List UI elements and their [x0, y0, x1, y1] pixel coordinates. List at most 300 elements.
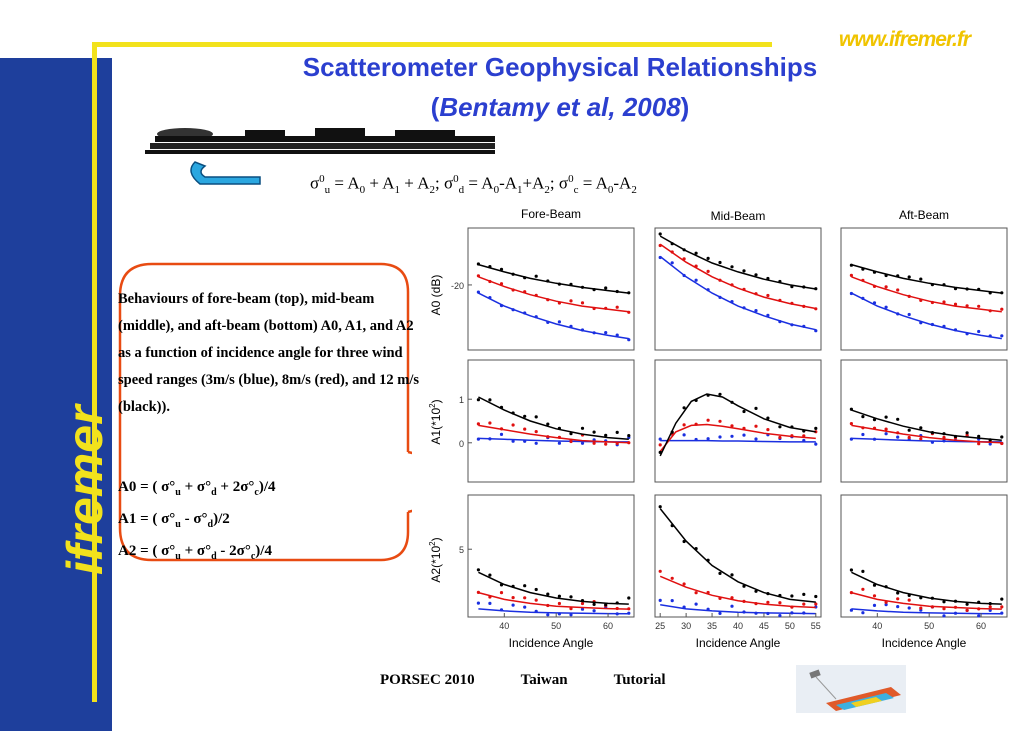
scatter-point-blue: [754, 309, 757, 312]
scatter-point-blue: [512, 440, 515, 443]
satellite-image: [796, 665, 906, 713]
scatter-point-red: [908, 295, 911, 298]
panel-frame: [655, 360, 821, 482]
scatter-point-red: [931, 301, 934, 304]
scatter-point-red: [873, 285, 876, 288]
scatter-point-blue: [742, 306, 745, 309]
scatter-point-black: [850, 568, 853, 571]
scatter-point-red: [546, 604, 549, 607]
scatter-point-black: [671, 524, 674, 527]
scatter-point-blue: [477, 291, 480, 294]
scatter-point-black: [1000, 598, 1003, 601]
scatter-point-black: [569, 283, 572, 286]
scatter-point-red: [500, 591, 503, 594]
scatter-point-black: [790, 594, 793, 597]
scatter-point-red: [977, 607, 980, 610]
scatter-point-red: [850, 422, 853, 425]
scatter-point-red: [954, 606, 957, 609]
col-title-fore: Fore-Beam: [520, 207, 582, 221]
scatter-point-black: [873, 271, 876, 274]
scatter-point-red: [707, 270, 710, 273]
panel-fore-a2: [459, 495, 634, 631]
scatter-point-blue: [908, 313, 911, 316]
scatter-point-black: [488, 265, 491, 268]
scatter-point-red: [942, 607, 945, 610]
scatter-point-red: [1000, 308, 1003, 311]
x-tick-label: 50: [784, 621, 795, 631]
panel-frame: [468, 495, 634, 617]
scatter-point-red: [742, 288, 745, 291]
scatter-point-black: [683, 540, 686, 543]
col-title-aft: Aft-Beam: [898, 208, 950, 222]
scatter-point-blue: [942, 614, 945, 617]
scatter-point-red: [535, 599, 538, 602]
scatter-point-black: [802, 593, 805, 596]
scatter-point-blue: [931, 441, 934, 444]
scatter-point-blue: [977, 330, 980, 333]
scatter-point-blue: [989, 334, 992, 337]
scatter-point-red: [558, 436, 561, 439]
scatter-point-blue: [977, 614, 980, 617]
scatter-point-blue: [873, 301, 876, 304]
scatter-point-red: [790, 606, 793, 609]
ifremer-vertical-text: ifremer: [57, 405, 113, 575]
scatter-point-black: [718, 393, 721, 396]
scatter-point-red: [659, 244, 662, 247]
scatter-point-blue: [477, 602, 480, 605]
scatter-point-blue: [919, 321, 922, 324]
scatter-point-red: [581, 301, 584, 304]
scatter-point-black: [989, 438, 992, 441]
scatter-point-red: [569, 299, 572, 302]
scatter-point-red: [942, 436, 945, 439]
scatter-point-black: [908, 275, 911, 278]
scatter-point-red: [896, 288, 899, 291]
scatter-point-red: [885, 428, 888, 431]
panel-mid-a0: [655, 228, 821, 350]
scatter-point-black: [695, 547, 698, 550]
scatter-point-red: [659, 570, 662, 573]
scatter-point-blue: [659, 599, 662, 602]
scatter-point-red: [683, 423, 686, 426]
scatter-point-blue: [942, 325, 945, 328]
scatter-point-black: [966, 287, 969, 290]
scatter-point-blue: [604, 331, 607, 334]
scatter-point-red: [558, 301, 561, 304]
scatter-point-blue: [718, 612, 721, 615]
scatter-point-blue: [695, 279, 698, 282]
scatter-point-blue: [558, 442, 561, 445]
scatter-point-black: [616, 431, 619, 434]
scatter-point-red: [850, 274, 853, 277]
scatter-point-blue: [802, 611, 805, 614]
scatter-point-red: [802, 434, 805, 437]
scatter-point-red: [873, 427, 876, 430]
scatter-point-red: [488, 280, 491, 283]
scatter-point-black: [604, 603, 607, 606]
scatter-point-black: [500, 583, 503, 586]
panel-aft-a1: [841, 360, 1007, 482]
scatter-point-red: [766, 601, 769, 604]
scatter-point-red: [766, 294, 769, 297]
scatter-point-blue: [683, 433, 686, 436]
scatter-point-black: [766, 592, 769, 595]
scatter-point-red: [1000, 605, 1003, 608]
scatter-point-red: [616, 607, 619, 610]
scatter-point-black: [569, 432, 572, 435]
scatterometer-chart-grid: [420, 200, 1020, 660]
scatter-point-black: [966, 431, 969, 434]
panel-aft-a0: [841, 228, 1007, 350]
x-tick-label: 25: [655, 621, 666, 631]
scatter-point-red: [742, 600, 745, 603]
row-label-a1: $A1(*10^2)$: [428, 399, 443, 445]
scatter-point-black: [477, 262, 480, 265]
scatter-point-black: [616, 290, 619, 293]
scatter-point-blue: [896, 605, 899, 608]
scatter-point-black: [931, 283, 934, 286]
row-label-a0: A0 (dB): [429, 274, 443, 316]
panel-frame: [655, 495, 821, 617]
scatter-point-blue: [730, 605, 733, 608]
scatter-point-black: [850, 408, 853, 411]
scatter-point-blue: [627, 338, 630, 341]
scatter-point-black: [707, 559, 710, 562]
panel-frame: [841, 495, 1007, 617]
scatter-point-blue: [512, 308, 515, 311]
scatter-point-black: [954, 600, 957, 603]
scatter-point-black: [885, 416, 888, 419]
scatter-point-black: [977, 288, 980, 291]
scatter-point-red: [695, 591, 698, 594]
scatter-point-black: [873, 584, 876, 587]
scatter-point-black: [535, 415, 538, 418]
x-tick-label: 60: [603, 621, 614, 631]
col-title-mid: Mid-Beam: [710, 209, 766, 223]
x-tick-label: 30: [681, 621, 692, 631]
scatter-point-blue: [966, 332, 969, 335]
scatter-point-black: [742, 410, 745, 413]
y-tick-label: 0: [458, 438, 464, 449]
scatter-point-black: [885, 585, 888, 588]
scatter-point-blue: [535, 442, 538, 445]
scatter-point-black: [593, 431, 596, 434]
scatter-point-black: [604, 434, 607, 437]
scatter-point-red: [535, 294, 538, 297]
formula-a0: A0 = ( $\sigma^\circ_u + \sigma^\circ_d + 2\sigma^\circ_c)/4$: [118, 479, 276, 498]
panel-frame: [841, 360, 1007, 482]
scatter-point-red: [954, 303, 957, 306]
scatter-point-red: [477, 422, 480, 425]
scatter-point-red: [977, 442, 980, 445]
scatter-point-blue: [861, 297, 864, 300]
scatter-point-blue: [581, 328, 584, 331]
scatter-point-black: [896, 418, 899, 421]
x-tick-label: 50: [924, 621, 935, 631]
scatter-point-black: [766, 277, 769, 280]
scatter-point-black: [593, 603, 596, 606]
subtitle-open-paren: (: [430, 92, 440, 122]
panel-aft-a2: [841, 495, 1007, 631]
scatter-point-blue: [616, 334, 619, 337]
scatter-point-blue: [850, 438, 853, 441]
yellow-horizontal-rule: [92, 42, 772, 47]
scatter-point-red: [604, 443, 607, 446]
scatter-point-red: [523, 596, 526, 599]
scatter-point-black: [942, 600, 945, 603]
scatter-point-blue: [477, 438, 480, 441]
scatter-point-blue: [500, 433, 503, 436]
scatter-point-red: [546, 298, 549, 301]
scatter-point-red: [802, 603, 805, 606]
scatter-point-black: [512, 585, 515, 588]
scatter-point-black: [942, 432, 945, 435]
scatter-point-blue: [908, 606, 911, 609]
subtitle-close-paren: ): [680, 92, 690, 122]
scatter-point-blue: [695, 603, 698, 606]
x-axis-label-mid: Incidence Angle: [695, 636, 781, 650]
scatter-point-red: [671, 577, 674, 580]
scatter-point-black: [604, 286, 607, 289]
scatter-point-red: [604, 307, 607, 310]
scatter-point-black: [546, 423, 549, 426]
scatter-point-black: [730, 401, 733, 404]
scatter-point-black: [683, 248, 686, 251]
y-tick-label: 5: [458, 545, 464, 556]
scatter-point-red: [989, 309, 992, 312]
scatter-point-red: [569, 440, 572, 443]
scatter-point-black: [616, 601, 619, 604]
formula-a1: A1 = ( $\sigma^\circ_u - \sigma^\circ_d)/2$: [118, 511, 230, 530]
x-tick-label: 55: [810, 621, 821, 631]
scatter-point-red: [569, 607, 572, 610]
scatter-point-blue: [695, 438, 698, 441]
scatter-point-black: [659, 451, 662, 454]
scatter-point-blue: [546, 613, 549, 616]
scatter-point-black: [778, 280, 781, 283]
scatter-point-blue: [885, 306, 888, 309]
scatter-point-red: [790, 302, 793, 305]
panel-frame: [468, 228, 634, 350]
scatter-point-blue: [742, 434, 745, 437]
scatter-point-red: [718, 597, 721, 600]
scatter-point-blue: [850, 292, 853, 295]
x-tick-label: 45: [758, 621, 769, 631]
scatter-point-red: [754, 425, 757, 428]
panel-fore-a0: [451, 228, 634, 350]
scatter-point-blue: [885, 432, 888, 435]
scatter-point-blue: [707, 288, 710, 291]
scatter-point-black: [742, 269, 745, 272]
scatter-point-blue: [488, 296, 491, 299]
slide-subtitle: [150, 92, 970, 123]
scatter-point-blue: [873, 438, 876, 441]
scatter-point-red: [695, 423, 698, 426]
x-axis-label-aft: Incidence Angle: [881, 636, 967, 650]
scatter-point-blue: [593, 609, 596, 612]
scatter-point-red: [627, 607, 630, 610]
scatter-point-black: [523, 584, 526, 587]
scatter-point-red: [477, 274, 480, 277]
scatter-point-red: [477, 591, 480, 594]
scatter-point-red: [730, 283, 733, 286]
scatter-point-red: [802, 305, 805, 308]
scatter-point-black: [977, 601, 980, 604]
y-tick-label: 1: [458, 395, 464, 406]
scatter-point-red: [683, 582, 686, 585]
scatter-point-blue: [581, 442, 584, 445]
x-tick-label: 40: [872, 621, 883, 631]
scatter-point-black: [1000, 291, 1003, 294]
scatter-point-blue: [718, 296, 721, 299]
scatter-point-blue: [569, 325, 572, 328]
scatter-point-blue: [896, 436, 899, 439]
scatter-point-black: [850, 264, 853, 267]
scatter-point-black: [896, 591, 899, 594]
scatter-point-black: [861, 570, 864, 573]
scatter-point-red: [627, 441, 630, 444]
scatter-point-red: [754, 602, 757, 605]
panel-mid-a2: [655, 495, 821, 631]
x-tick-label: 60: [976, 621, 987, 631]
panel-frame: [468, 360, 634, 482]
scatter-point-blue: [671, 261, 674, 264]
scatter-point-black: [989, 602, 992, 605]
scatter-point-red: [908, 436, 911, 439]
scatter-point-red: [989, 605, 992, 608]
scatter-point-black: [477, 398, 480, 401]
scatter-point-blue: [707, 437, 710, 440]
scatter-point-red: [896, 431, 899, 434]
y-tick-label: -20: [450, 280, 464, 291]
scatter-point-black: [919, 278, 922, 281]
scatter-point-red: [695, 265, 698, 268]
scatter-point-red: [616, 442, 619, 445]
scatter-point-black: [754, 590, 757, 593]
scatter-point-red: [977, 305, 980, 308]
scatter-point-blue: [742, 610, 745, 613]
scatter-point-blue: [790, 611, 793, 614]
scatter-point-red: [593, 307, 596, 310]
x-tick-label: 40: [499, 621, 510, 631]
scatter-point-red: [488, 421, 491, 424]
x-tick-label: 35: [707, 621, 718, 631]
scatter-point-blue: [535, 610, 538, 613]
scatter-point-blue: [659, 438, 662, 441]
scatter-point-red: [730, 596, 733, 599]
scatter-point-black: [707, 257, 710, 260]
scatter-point-black: [766, 417, 769, 420]
scatter-point-black: [814, 427, 817, 430]
scatter-point-red: [488, 595, 491, 598]
scatter-point-blue: [766, 314, 769, 317]
scatter-point-black: [931, 431, 934, 434]
scatter-point-red: [616, 306, 619, 309]
scatter-point-red: [850, 591, 853, 594]
equation-line: $\sigma^0_u = A_0 + A_1 + A_2$; $\sigma^0_d = A_0-A_1+A_2$; $\sigma^0_c = A_0-A_2$: [310, 173, 637, 197]
scatter-point-blue: [558, 320, 561, 323]
scatter-point-black: [730, 573, 733, 576]
scatter-point-black: [695, 399, 698, 402]
scatter-point-black: [954, 435, 957, 438]
scatter-point-blue: [683, 274, 686, 277]
scatter-point-blue: [569, 613, 572, 616]
scatter-point-red: [861, 279, 864, 282]
scatter-point-red: [919, 299, 922, 302]
chart-panels: [451, 228, 1007, 631]
scatter-point-blue: [500, 304, 503, 307]
scatter-point-black: [627, 291, 630, 294]
scatter-point-blue: [558, 612, 561, 615]
scatter-point-black: [523, 415, 526, 418]
scatter-point-blue: [546, 321, 549, 324]
scatter-point-blue: [718, 435, 721, 438]
scatter-point-red: [931, 605, 934, 608]
scatter-point-blue: [802, 439, 805, 442]
site-url-link[interactable]: www.ifremer.fr: [838, 28, 970, 51]
scatter-point-black: [477, 568, 480, 571]
scatter-point-red: [754, 292, 757, 295]
scatter-point-red: [966, 304, 969, 307]
scatter-point-blue: [754, 612, 757, 615]
scatter-point-black: [908, 594, 911, 597]
scatter-point-black: [581, 599, 584, 602]
footer-type: Tutorial: [613, 672, 666, 688]
scatter-point-black: [790, 425, 793, 428]
scatter-point-black: [488, 398, 491, 401]
scatter-point-blue: [671, 599, 674, 602]
scatter-point-red: [908, 599, 911, 602]
scatter-point-black: [535, 275, 538, 278]
scatter-point-red: [535, 430, 538, 433]
scatter-point-black: [707, 394, 710, 397]
scatter-point-blue: [778, 320, 781, 323]
scatter-point-red: [778, 601, 781, 604]
scatter-point-blue: [931, 323, 934, 326]
scatter-point-black: [942, 283, 945, 286]
scatter-point-black: [627, 596, 630, 599]
scatter-point-blue: [1000, 612, 1003, 615]
footer-event: PORSEC 2010: [380, 672, 475, 688]
scatter-point-blue: [814, 443, 817, 446]
scatter-point-red: [718, 420, 721, 423]
scatter-point-red: [861, 588, 864, 591]
scatter-point-black: [546, 279, 549, 282]
scatter-point-blue: [523, 606, 526, 609]
scatter-point-black: [814, 287, 817, 290]
scatter-point-black: [802, 429, 805, 432]
scatter-point-black: [558, 427, 561, 430]
scatter-point-black: [593, 288, 596, 291]
scatter-point-blue: [659, 256, 662, 259]
scatter-point-red: [512, 596, 515, 599]
scatter-point-red: [718, 279, 721, 282]
panel-frame: [655, 228, 821, 350]
scatter-point-black: [659, 232, 662, 235]
scatter-point-red: [558, 602, 561, 605]
scatter-point-red: [593, 442, 596, 445]
scatter-point-black: [569, 595, 572, 598]
scatter-point-blue: [730, 435, 733, 438]
scatter-point-blue: [707, 608, 710, 611]
scatter-point-red: [581, 602, 584, 605]
formula-a2: A2 = ( $\sigma^\circ_u + \sigma^\circ_d - 2\sigma^\circ_c)/4$: [118, 543, 272, 562]
scatter-point-red: [742, 427, 745, 430]
scatter-point-black: [966, 603, 969, 606]
scatter-point-black: [977, 435, 980, 438]
scatter-point-red: [512, 423, 515, 426]
scatter-point-red: [766, 428, 769, 431]
